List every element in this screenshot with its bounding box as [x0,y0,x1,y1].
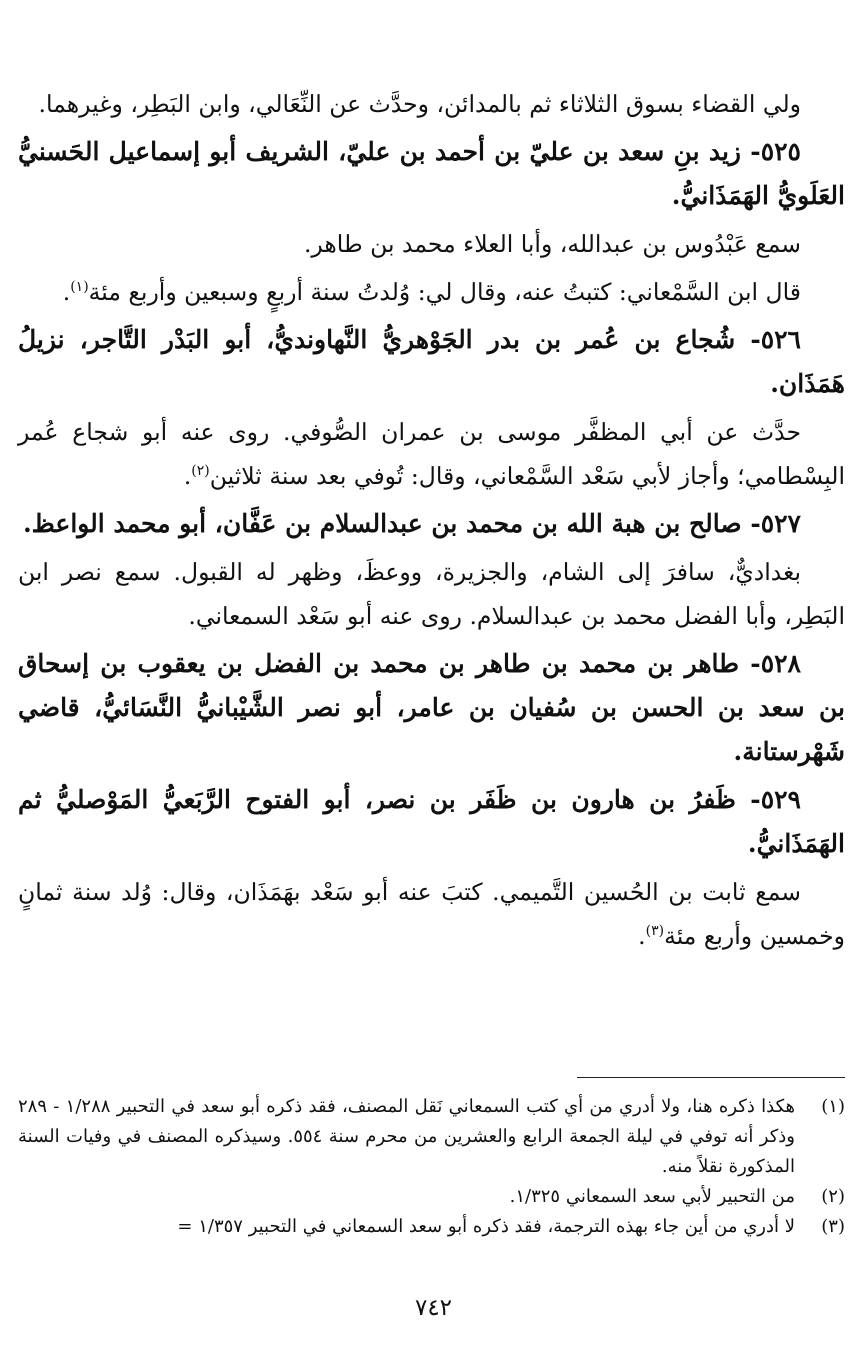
text-paragraph: سمع عَبْدُوس بن عبدالله، وأبا العلاء محمد بن طاهر. [303,230,801,258]
footnote-text: هكذا ذكره هنا، ولا أدري من أي كتب السمعاني نَقل المصنف، فقد ذكره أبو سعد في التحبير ١/٢٨٨ - ٢٨٩ وذكر أنه توفي في ليلة الجمعة الرابع والعشرين من محرم سنة ٥٥٤. وسيذكره المصنف في وفيات السنة المذكورة نقلاً منه. [18,1096,795,1177]
footnote-ref: (١) [70,279,89,296]
entry-number: ٥٢٨- [739,649,801,678]
entry-number: ٥٢٩- [735,785,801,814]
footnote [18,1212,845,1242]
text-paragraph: بغداديٌّ، سافرَ إلى الشام، والجزيرة، ووعظَ، وظهر له القبول. سمع نصر ابن البَطِر، وأبا الفضل محمد بن عبدالسلام. روى عنه أبو سَعْد السمعاني. [18,558,845,630]
text-paragraph: ولي القضاء بسوق الثلاثاء ثم بالمدائن، وحدَّث عن النِّعَالي، وابن البَطِر، وغيرهما. [38,90,801,118]
footnote [18,1182,845,1212]
text-paragraph: قال ابن السَّمْعاني: كتبتُ عنه، وقال لي: وُلدتُ سنة أربعٍ وسبعين وأربع مئة$^{(١)}$. [62,278,801,306]
footnote-mark: (٣) [821,1216,845,1237]
entry-number: ٥٢٥- [741,137,801,166]
entry-title: طاهر بن محمد بن طاهر بن محمد بن الفضل بن يعقوب بن إسحاق بن سعد بن الحسن بن سُفيان بن عامر، أبو نصر الشَّيْبانيُّ النَّسَائيُّ، قاضي شَهْرستانة. [18,649,845,766]
page-number: ٧٤٢ [414,1295,453,1321]
entry-title: شُجاع بن عُمر بن بدر الجَوْهريُّ النَّهاونديُّ، أبو البَدْر التَّاجر، نزيلُ هَمَذَان. [18,325,845,398]
entry-heading-528 [18,642,845,774]
entry-title: صالح بن هبة الله بن محمد بن عبدالسلام بن عَفَّان، أبو محمد الواعظ. [22,509,742,538]
entry-number: ٥٢٦- [735,325,801,354]
footnote-text: لا أدري من أين جاء بهذه الترجمة، فقد ذكره أبو سعد السمعاني في التحبير ١/٣٥٧ = [177,1216,795,1237]
footnote-mark: (١) [821,1096,845,1117]
footnote-text: من التحبير لأبي سعد السمعاني ١/٣٢٥. [509,1186,795,1207]
text-paragraph: سمع ثابت بن الحُسين التَّميمي. كتبَ عنه أبو سَعْد بهَمَذَان، وقال: وُلد سنة ثمانٍ وخمسين وأربع مئة$^{(٣)}$. [18,878,845,950]
entry-heading-527 [18,502,845,546]
entry-number: ٥٢٧- [741,509,801,538]
entry-heading-529 [18,778,845,866]
entry-heading-525 [18,130,845,218]
entry-title: ظَفرُ بن هارون بن ظَفَر بن نصر، أبو الفتوح الرَّبَعيُّ المَوْصليُّ ثم الهَمَذَانيُّ. [18,785,845,858]
footnote-mark: (٢) [821,1186,845,1207]
entry-title: زيد بنِ سعد بن عليّ بن أحمد بن عليّ، الشريف أبو إسماعيل الحَسنيُّ العَلَويُّ الهَمَذَانيُّ. [18,137,845,210]
footnote-ref: (٣) [645,923,665,940]
footnote-ref: (٢) [191,463,210,480]
footnotes [18,1092,845,1242]
entry-heading-526 [18,318,845,406]
text-paragraph: حدَّث عن أبي المظفَّر موسى بن عمران الصُّوفي. روى عنه أبو شجاع عُمر البِسْطامي؛ وأجاز لأبي سَعْد السَّمْعاني، وقال: تُوفي بعد سنة ثلاثين$^{(٢)}$. [18,418,845,490]
footnote [18,1092,845,1182]
footnote-divider [577,1077,845,1078]
